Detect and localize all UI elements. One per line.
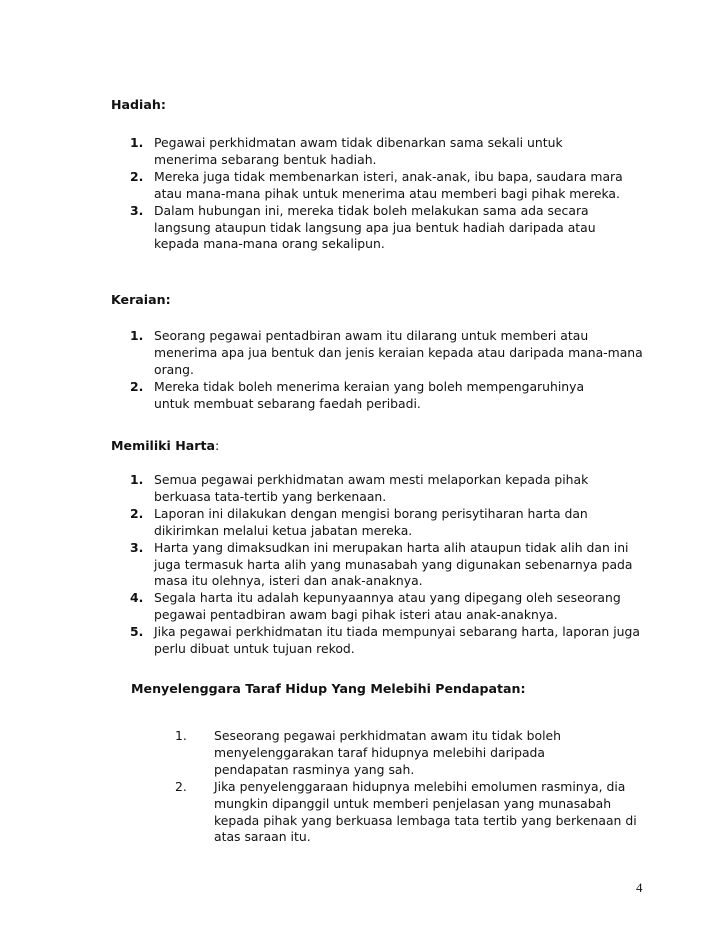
list-item (111, 203, 634, 254)
list-item (111, 590, 649, 624)
page-number: 4 (636, 880, 643, 895)
list-item-number: 3. (130, 539, 144, 555)
section-heading-harta-colon: : (215, 438, 220, 453)
list-harta (111, 472, 651, 658)
list-keraian (111, 328, 651, 413)
list-item-text: Laporan ini dilakukan dengan mengisi borang perisytiharan harta dan dikirimkan melalui ketua jabatan mereka. (154, 505, 588, 538)
list-item (111, 779, 644, 847)
list-item (111, 728, 609, 779)
list-item-number: 1. (130, 328, 144, 343)
section-heading-keraian: Keraian: (111, 292, 171, 307)
list-item (111, 506, 649, 540)
list-item-number: 2. (130, 168, 144, 184)
list-item-text: Pegawai perkhidmatan awam tidak dibenarkan sama sekali untuk menerima sebarang bentuk hadiah. (154, 135, 563, 167)
list-item-number: 1. (130, 472, 144, 487)
section-heading-hadiah: Hadiah: (111, 97, 166, 112)
list-item (111, 135, 609, 169)
list-hadiah (111, 135, 651, 253)
list-item-text: Harta yang dimaksudkan ini merupakan harta alih ataupun tidak alih dan ini juga termasuk harta alih yang munasabah yang digunakan sebenarnya pada masa itu olehnya, isteri dan anak-anaknya. (154, 539, 633, 589)
list-item (111, 169, 634, 203)
list-item-number: 5. (130, 624, 144, 640)
list-item-text: Mereka juga tidak membenarkan isteri, anak-anak, ibu bapa, saudara mara atau mana-mana pihak untuk menerima atau memberi bagi pihak mereka. (154, 168, 623, 201)
list-item-text: Dalam hubungan ini, mereka tidak boleh melakukan sama ada secara langsung ataupun tidak langsung apa jua bentuk hadiah daripada atau kepada mana-mana orang sekalipun. (154, 202, 596, 252)
list-item (111, 328, 649, 379)
list-taraf-hidup (111, 728, 641, 846)
list-item-text: Jika penyelenggaraan hidupnya melebihi emolumen rasminya, dia mungkin dipanggil untuk memberi penjelasan yang munasabah kepada pihak yang berkuasa lembaga tata tertib yang berkenaan di atas saraan itu. (214, 778, 637, 845)
list-item-text: Semua pegawai perkhidmatan awam mesti melaporkan kepada pihak berkuasa tata-tertib yang berkenaan. (154, 472, 589, 504)
list-item (111, 379, 609, 413)
list-item (111, 472, 619, 506)
list-item-number: 2. (130, 505, 144, 521)
list-item-number: 2. (130, 378, 144, 394)
list-item-number: 2. (175, 778, 187, 794)
list-item-text: Jika pegawai perkhidmatan itu tiada mempunyai sebarang harta, laporan juga perlu dibuat untuk tujuan rekod. (154, 624, 640, 657)
list-item-number: 1. (175, 728, 187, 743)
list-item-text: Seorang pegawai pentadbiran awam itu dilarang untuk memberi atau menerima apa jua bentuk dan jenis keraian kepada atau daripada mana-mana orang. (154, 328, 643, 377)
list-item-text: Segala harta itu adalah kepunyaannya atau yang dipegang oleh seseorang pegawai pentadbiran awam bagi pihak isteri atau anak-anaknya. (154, 590, 621, 623)
section-heading-harta-title: Memiliki Harta (111, 438, 215, 453)
list-item-number: 3. (130, 202, 144, 218)
section-heading-taraf-hidup: Menyelenggara Taraf Hidup Yang Melebihi Pendapatan: (131, 681, 526, 696)
section-heading-harta (111, 438, 219, 455)
list-item-number: 1. (130, 135, 144, 150)
list-item (111, 540, 634, 591)
list-item-number: 4. (130, 590, 144, 606)
list-item-text: Seseorang pegawai perkhidmatan awam itu tidak boleh menyelenggarakan taraf hidupnya melebihi daripada pendapatan rasminya yang sah. (214, 728, 562, 777)
list-item-text: Mereka tidak boleh menerima keraian yang boleh mempengaruhinya untuk membuat sebarang faedah peribadi. (154, 378, 585, 411)
list-item (111, 624, 649, 658)
